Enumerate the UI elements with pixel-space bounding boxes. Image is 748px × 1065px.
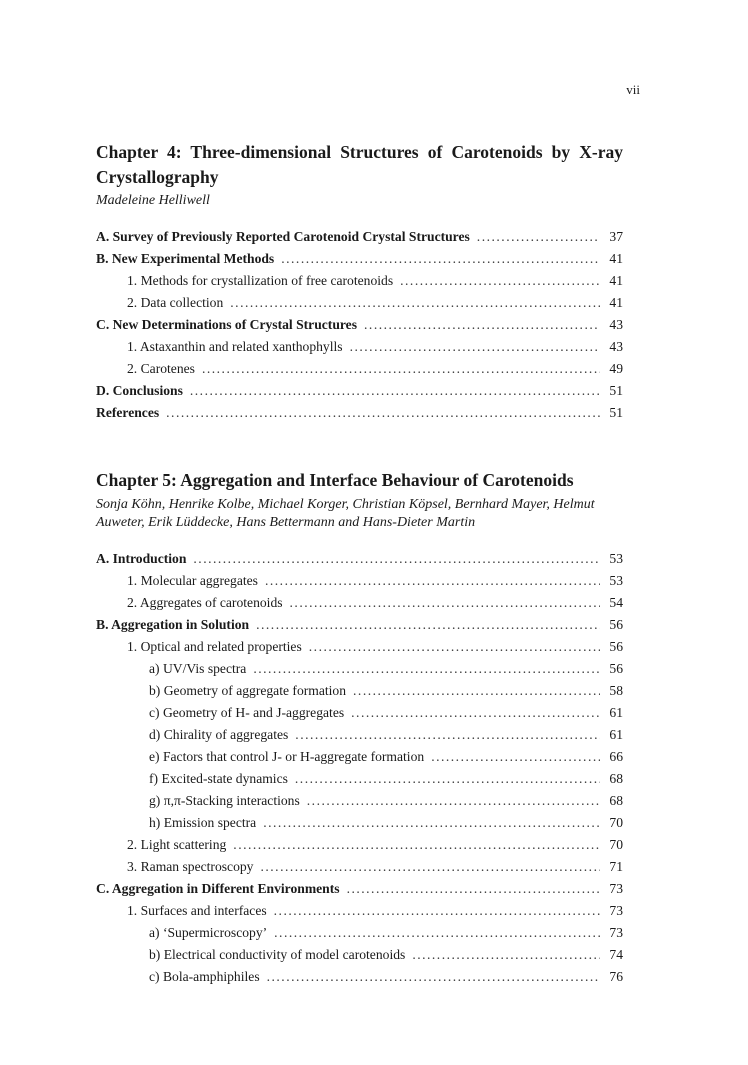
dot-leader — [193, 548, 600, 570]
toc-entry-label: 2. Aggregates of carotenoids — [127, 595, 283, 610]
toc-entry-label: a) UV/Vis spectra — [149, 661, 247, 676]
toc-entry — [96, 592, 623, 614]
dot-leader — [351, 702, 600, 724]
toc-entry — [96, 900, 623, 922]
toc-entry — [96, 614, 623, 636]
toc-entry-label: b) Electrical conductivity of model carotenoids — [149, 947, 406, 962]
toc-entry — [96, 226, 623, 248]
toc-entry-page: 73 — [609, 903, 623, 918]
toc-entry-label: A. Introduction — [96, 551, 187, 566]
chapter-4-section — [96, 140, 623, 424]
toc-entry-label: 2. Light scattering — [127, 837, 227, 852]
toc-entry-page: 73 — [609, 881, 623, 896]
toc-entry — [96, 314, 623, 336]
dot-leader — [260, 856, 600, 878]
toc-entry — [96, 878, 623, 900]
toc-entry — [96, 944, 623, 966]
toc-entry — [96, 834, 623, 856]
toc-entry-page: 43 — [609, 317, 623, 332]
toc-list — [96, 226, 623, 424]
chapter-title: Chapter 4: Three-dimensional Structures of Carotenoids by X-ray Crystallography — [96, 142, 623, 187]
toc-entry-label: e) Factors that control J- or H-aggregate formation — [149, 749, 425, 764]
chapter-authors: Madeleine Helliwell — [96, 193, 210, 208]
toc-entry-page: 68 — [609, 771, 623, 786]
toc-entry-page: 70 — [609, 815, 623, 830]
toc-entry-page: 43 — [609, 339, 623, 354]
dot-leader — [256, 614, 600, 636]
dot-leader — [274, 900, 600, 922]
dot-leader — [412, 944, 600, 966]
toc-entry-label: 1. Astaxanthin and related xanthophylls — [127, 339, 343, 354]
toc-entry-page: 41 — [609, 295, 623, 310]
toc-entry — [96, 270, 623, 292]
dot-leader — [230, 292, 600, 314]
toc-entry-label: c) Geometry of H- and J-aggregates — [149, 705, 345, 720]
dot-leader — [347, 878, 600, 900]
toc-entry-label: B. New Experimental Methods — [96, 251, 275, 266]
toc-entry-label: f) Excited-state dynamics — [149, 771, 288, 786]
toc-entry-label: 2. Carotenes — [127, 361, 195, 376]
dot-leader — [190, 380, 600, 402]
toc-entry — [96, 380, 623, 402]
toc-entry-page: 71 — [609, 859, 623, 874]
toc-entry — [96, 292, 623, 314]
dot-leader — [295, 724, 600, 746]
dot-leader — [253, 658, 600, 680]
dot-leader — [290, 592, 600, 614]
dot-leader — [364, 314, 600, 336]
toc-entry — [96, 402, 623, 424]
dot-leader — [350, 336, 600, 358]
toc-entry-page: 61 — [609, 705, 623, 720]
toc-entry-label: 1. Surfaces and interfaces — [127, 903, 267, 918]
dot-leader — [353, 680, 600, 702]
dot-leader — [233, 834, 600, 856]
toc-entry — [96, 966, 623, 988]
toc-entry-page: 54 — [609, 595, 623, 610]
toc-entry-page: 49 — [609, 361, 623, 376]
dot-leader — [477, 226, 600, 248]
dot-leader — [307, 790, 600, 812]
toc-entry-page: 66 — [609, 749, 623, 764]
toc-entry — [96, 922, 623, 944]
toc-entry-page: 70 — [609, 837, 623, 852]
toc-entry — [96, 790, 623, 812]
toc-entry-label: A. Survey of Previously Reported Carotenoid Crystal Structures — [96, 229, 470, 244]
toc-entry-label: C. Aggregation in Different Environments — [96, 881, 340, 896]
toc-entry-page: 41 — [609, 251, 623, 266]
toc-entry-page: 37 — [609, 229, 623, 244]
toc-entry-page: 56 — [609, 617, 623, 632]
toc-entry-label: 1. Molecular aggregates — [127, 573, 258, 588]
toc-entry-label: 1. Methods for crystallization of free carotenoids — [127, 273, 394, 288]
toc-entry — [96, 636, 623, 658]
toc-entry-label: a) ‘Supermicroscopy’ — [149, 925, 268, 940]
toc-entry-page: 41 — [609, 273, 623, 288]
toc-entry — [96, 768, 623, 790]
toc-entry-page: 73 — [609, 925, 623, 940]
toc-entry — [96, 812, 623, 834]
toc-entry — [96, 724, 623, 746]
toc-entry-label: B. Aggregation in Solution — [96, 617, 250, 632]
dot-leader — [400, 270, 600, 292]
toc-entry — [96, 358, 623, 380]
chapter-5-section — [96, 468, 623, 988]
toc-entry — [96, 658, 623, 680]
dot-leader — [295, 768, 600, 790]
toc-entry — [96, 680, 623, 702]
toc-entry-label: 3. Raman spectroscopy — [127, 859, 254, 874]
toc-entry — [96, 856, 623, 878]
toc-entry-label: 1. Optical and related properties — [127, 639, 302, 654]
toc-entry-page: 51 — [609, 405, 623, 420]
toc-entry-page: 56 — [609, 661, 623, 676]
toc-entry-label: h) Emission spectra — [149, 815, 257, 830]
toc-entry-label: References — [96, 405, 160, 420]
dot-leader — [265, 570, 600, 592]
toc-entry-label: c) Bola-amphiphiles — [149, 969, 260, 984]
toc-entry-label: C. New Determinations of Crystal Structures — [96, 317, 358, 332]
toc-entry — [96, 570, 623, 592]
toc-entry — [96, 248, 623, 270]
dot-leader — [274, 922, 600, 944]
dot-leader — [263, 812, 600, 834]
dot-leader — [309, 636, 600, 658]
toc-entry-page: 74 — [609, 947, 623, 962]
toc-entry — [96, 746, 623, 768]
toc-entry-page: 61 — [609, 727, 623, 742]
toc-entry-label: g) π,π-Stacking interactions — [149, 793, 300, 808]
toc-entry-page: 53 — [609, 573, 623, 588]
dot-leader — [267, 966, 600, 988]
toc-entry-page: 76 — [609, 969, 623, 984]
dot-leader — [281, 248, 600, 270]
toc-entry-page: 58 — [609, 683, 623, 698]
toc-entry-label: D. Conclusions — [96, 383, 183, 398]
toc-entry-label: d) Chirality of aggregates — [149, 727, 289, 742]
toc-entry-page: 53 — [609, 551, 623, 566]
toc-entry — [96, 702, 623, 724]
toc-entry-page: 56 — [609, 639, 623, 654]
dot-leader — [166, 402, 600, 424]
page-number: vii — [626, 82, 640, 97]
chapter-title: Chapter 5: Aggregation and Interface Behaviour of Carotenoids — [96, 470, 574, 490]
toc-entry-label: b) Geometry of aggregate formation — [149, 683, 347, 698]
dot-leader — [202, 358, 600, 380]
toc-entry — [96, 336, 623, 358]
toc-list — [96, 548, 623, 988]
toc-entry-page: 51 — [609, 383, 623, 398]
dot-leader — [431, 746, 600, 768]
chapter-authors: Sonja Köhn, Henrike Kolbe, Michael Korger, Christian Köpsel, Bernhard Mayer, Helmut Auweter, Erik Lüddecke, Hans Bettermann and Hans-Dieter Martin — [96, 497, 595, 530]
toc-entry-label: 2. Data collection — [127, 295, 224, 310]
toc-entry — [96, 548, 623, 570]
toc-entry-page: 68 — [609, 793, 623, 808]
